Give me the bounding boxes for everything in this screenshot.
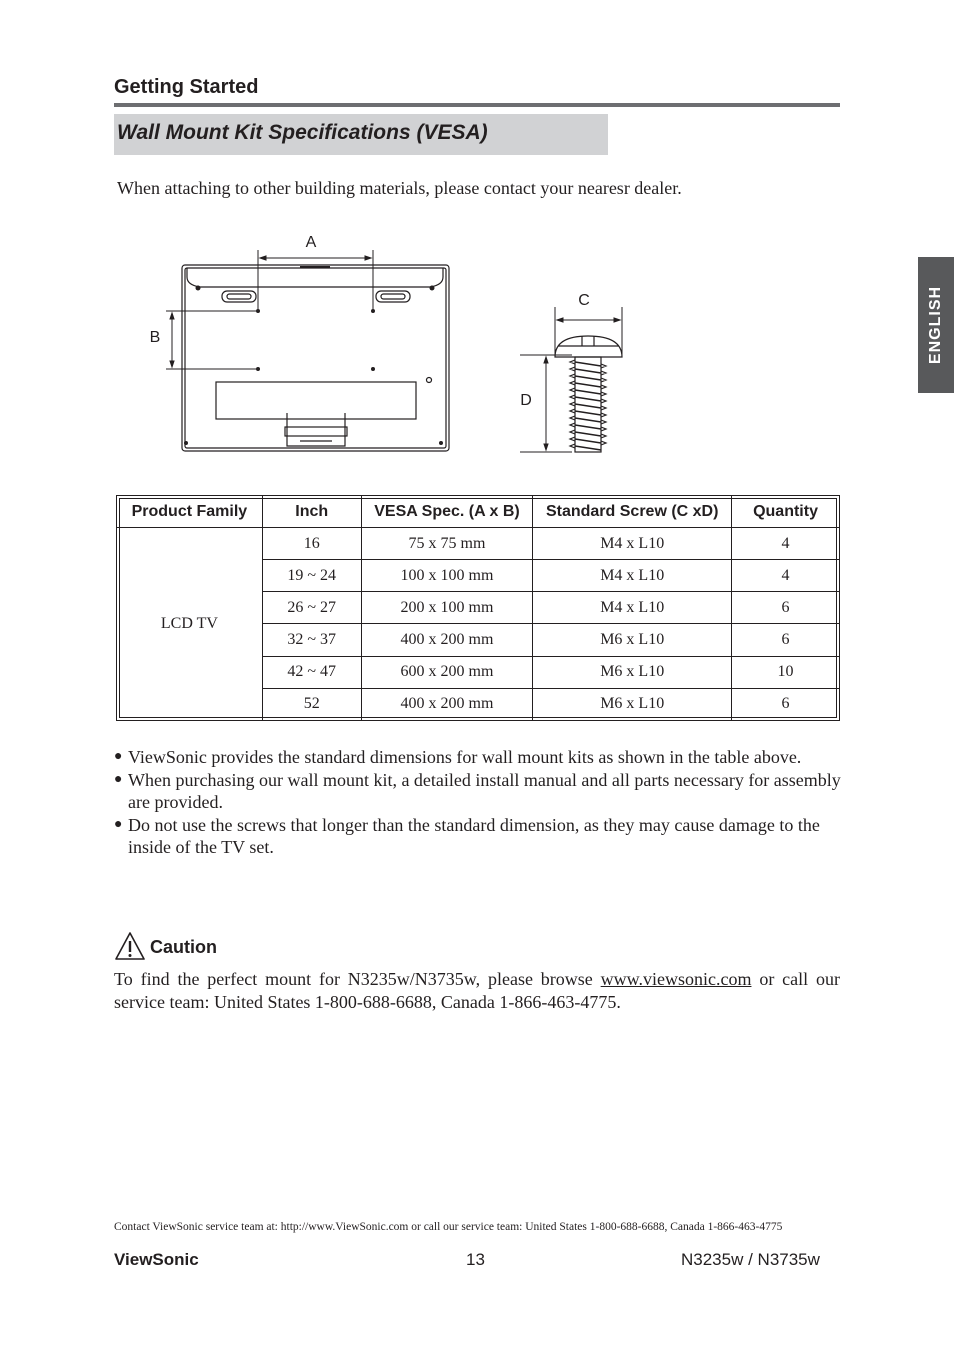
table-cell: 200 x 100 mm bbox=[361, 592, 533, 624]
page-title: Wall Mount Kit Specifications (VESA) bbox=[117, 121, 488, 144]
list-item bbox=[114, 814, 844, 859]
table-cell: 42 ~ 47 bbox=[262, 656, 361, 688]
table-header-row bbox=[117, 496, 840, 528]
column-header: VESA Spec. (A x B) bbox=[361, 496, 533, 528]
dimension-a bbox=[258, 250, 373, 309]
table-cell: 600 x 200 mm bbox=[361, 656, 533, 688]
vesa-spec-table bbox=[116, 495, 840, 721]
table-cell: 400 x 200 mm bbox=[361, 688, 533, 720]
table-cell: 6 bbox=[732, 688, 840, 720]
table-cell: M4 x L10 bbox=[533, 560, 732, 592]
table-cell: 6 bbox=[732, 624, 840, 656]
footer-model: N3235w / N3735w bbox=[681, 1250, 820, 1269]
product-family-cell: LCD TV bbox=[117, 528, 263, 721]
table-cell: 16 bbox=[262, 528, 361, 560]
table-cell: 10 bbox=[732, 656, 840, 688]
language-tab bbox=[918, 257, 954, 393]
table-cell: M4 x L10 bbox=[533, 592, 732, 624]
table-cell: 100 x 100 mm bbox=[361, 560, 533, 592]
table-cell: 400 x 200 mm bbox=[361, 624, 533, 656]
bullet-icon: ● bbox=[114, 816, 123, 832]
header-rule bbox=[114, 103, 840, 107]
dimension-label-a: A bbox=[305, 234, 317, 251]
list-item bbox=[114, 769, 844, 814]
list-item bbox=[114, 746, 844, 769]
tv-screw-holes bbox=[184, 286, 443, 446]
wall-mount-diagram bbox=[130, 225, 650, 460]
table-cell: M6 x L10 bbox=[533, 656, 732, 688]
table-cell: 52 bbox=[262, 688, 361, 720]
viewsonic-link[interactable]: www.viewsonic.com bbox=[600, 969, 752, 989]
bullet-icon: ● bbox=[114, 771, 123, 787]
column-header: Quantity bbox=[732, 496, 840, 528]
note-text: Do not use the screws that longer than the standard dimension, as they may cause damage to the inside of the TV set. bbox=[128, 814, 820, 857]
tv-back-drawing bbox=[182, 265, 449, 451]
table-cell: 19 ~ 24 bbox=[262, 560, 361, 592]
bullet-icon: ● bbox=[114, 749, 123, 764]
warning-triangle-icon bbox=[114, 931, 146, 961]
table-cell: 26 ~ 27 bbox=[262, 592, 361, 624]
dimension-b bbox=[166, 311, 256, 369]
table-row bbox=[117, 528, 840, 560]
screw-drawing bbox=[555, 336, 622, 452]
footer-brand: ViewSonic bbox=[114, 1250, 199, 1269]
table-cell: 4 bbox=[732, 528, 840, 560]
column-header: Standard Screw (C xD) bbox=[533, 496, 732, 528]
table-cell: M6 x L10 bbox=[533, 624, 732, 656]
language-tab-label: ENGLISH bbox=[927, 285, 944, 365]
table-cell: M4 x L10 bbox=[533, 528, 732, 560]
dimension-label-b: B bbox=[149, 329, 161, 346]
table-cell: 4 bbox=[732, 560, 840, 592]
table-cell: M6 x L10 bbox=[533, 688, 732, 720]
caution-text-end: or call our service team: United States 1-800-688-6688, Canada 1-866-463-4775. bbox=[114, 969, 841, 1012]
caution-text bbox=[114, 968, 840, 1014]
column-header: Product Family bbox=[117, 496, 263, 528]
column-header: Inch bbox=[262, 496, 361, 528]
page-number: 13 bbox=[466, 1250, 485, 1269]
intro-text: When attaching to other building materials, please contact your nearesr dealer. bbox=[117, 178, 682, 198]
caution-text-start: To find the perfect mount for N3235w/N3735w, please browse bbox=[114, 969, 601, 989]
footer-contact: Contact ViewSonic service team at: http://www.ViewSonic.com or call our service team: United States 1-800-688-6688, Canada 1-866-463-4775 bbox=[114, 1221, 783, 1233]
dimension-label-c: C bbox=[578, 292, 590, 309]
dimension-c bbox=[555, 307, 622, 355]
caution-label: Caution bbox=[150, 937, 217, 957]
section-header: Getting Started bbox=[114, 76, 259, 98]
table-cell: 32 ~ 37 bbox=[262, 624, 361, 656]
note-text: When purchasing our wall mount kit, a detailed install manual and all parts necessary for assembly are provided. bbox=[128, 769, 841, 812]
note-text: ViewSonic provides the standard dimensions for wall mount kits as shown in the table above. bbox=[128, 747, 802, 767]
notes-list bbox=[114, 746, 844, 859]
table-cell: 75 x 75 mm bbox=[361, 528, 533, 560]
dimension-label-d: D bbox=[520, 392, 532, 409]
table-cell: 6 bbox=[732, 592, 840, 624]
